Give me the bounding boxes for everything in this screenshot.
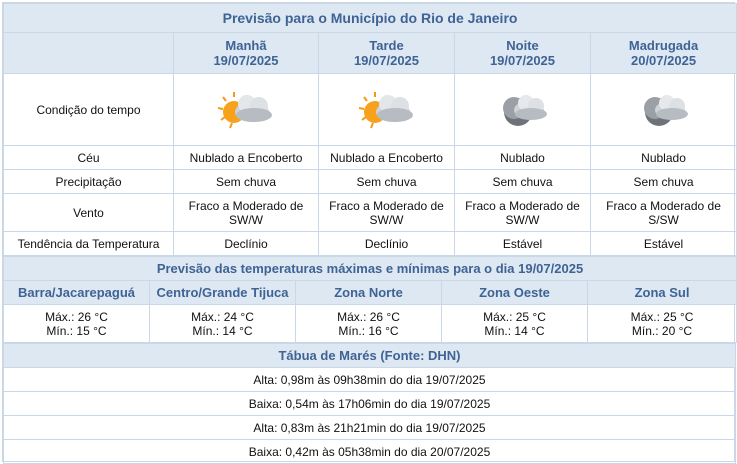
temp-max: Máx.: 25 °C bbox=[483, 309, 546, 324]
temp-min: Mín.: 15 °C bbox=[46, 323, 107, 338]
partly-cloudy-sun-icon bbox=[174, 74, 319, 146]
tendencia-value: Declínio bbox=[174, 232, 319, 256]
forecast-panel bbox=[2, 2, 735, 462]
period-date: 20/07/2025 bbox=[630, 53, 697, 68]
region-barra: Barra/Jacarepaguá bbox=[4, 281, 150, 305]
ceu-value: Nublado bbox=[591, 146, 737, 170]
precipitacao-value: Sem chuva bbox=[455, 170, 591, 194]
row-label-ceu: Céu bbox=[4, 146, 174, 170]
vento-value: Fraco a Moderado de SW/W bbox=[455, 194, 591, 232]
tendencia-value: Estável bbox=[591, 232, 737, 256]
row-label-vento: Vento bbox=[4, 194, 174, 232]
cloudy-moon-icon bbox=[591, 74, 737, 146]
temp-min: Mín.: 14 °C bbox=[192, 323, 253, 338]
precipitacao-value: Sem chuva bbox=[591, 170, 737, 194]
partly-cloudy-sun-icon bbox=[319, 74, 455, 146]
temp-min: Mín.: 20 °C bbox=[631, 323, 693, 338]
row-label-precipitacao: Precipitação bbox=[4, 170, 174, 194]
temp-max: Máx.: 24 °C bbox=[191, 309, 254, 324]
period-date: 19/07/2025 bbox=[489, 53, 556, 68]
period-date: 19/07/2025 bbox=[213, 53, 279, 68]
ceu-value: Nublado a Encoberto bbox=[319, 146, 455, 170]
period-name: Manhã bbox=[225, 38, 267, 53]
region-zona-sul: Zona Sul bbox=[588, 281, 737, 305]
page-title: Previsão para o Município do Rio de Janeiro bbox=[4, 4, 737, 33]
tides-title: Tábua de Marés (Fonte: DHN) bbox=[4, 344, 736, 368]
period-header-manha bbox=[174, 33, 319, 74]
period-name: Noite bbox=[506, 38, 539, 53]
temp-max: Máx.: 26 °C bbox=[45, 309, 108, 324]
precipitacao-value: Sem chuva bbox=[319, 170, 455, 194]
region-centro: Centro/Grande Tijuca bbox=[150, 281, 296, 305]
tendencia-value: Estável bbox=[455, 232, 591, 256]
tide-row: Alta: 0,98m às 09h38min do dia 19/07/2025 bbox=[4, 368, 736, 392]
corner-cell bbox=[4, 33, 174, 74]
vento-value: Fraco a Moderado de SW/W bbox=[174, 194, 319, 232]
region-zona-norte: Zona Norte bbox=[296, 281, 442, 305]
period-name: Madrugada bbox=[628, 38, 699, 53]
tendencia-value: Declínio bbox=[319, 232, 455, 256]
temp-min: Mín.: 14 °C bbox=[484, 323, 545, 338]
temperatures-title: Previsão das temperaturas máximas e mínimas para o dia 19/07/2025 bbox=[4, 257, 737, 281]
row-label-tendencia: Tendência da Temperatura bbox=[4, 232, 174, 256]
temp-min: Mín.: 16 °C bbox=[338, 323, 399, 338]
tide-row: Baixa: 0,42m às 05h38min do dia 20/07/2025 bbox=[4, 440, 736, 464]
temp-cell bbox=[442, 305, 588, 343]
row-label-condicao: Condição do tempo bbox=[4, 74, 174, 146]
temp-max: Máx.: 25 °C bbox=[630, 309, 694, 324]
vento-value: Fraco a Moderado de SW/W bbox=[319, 194, 455, 232]
temp-cell bbox=[296, 305, 442, 343]
period-name: Tarde bbox=[369, 38, 404, 53]
temp-cell bbox=[588, 305, 737, 343]
period-header-noite bbox=[455, 33, 591, 74]
tide-row: Alta: 0,83m às 21h21min do dia 19/07/2025 bbox=[4, 416, 736, 440]
temperatures-table bbox=[3, 256, 737, 343]
ceu-value: Nublado bbox=[455, 146, 591, 170]
forecast-table bbox=[3, 3, 737, 256]
temp-cell bbox=[150, 305, 296, 343]
temp-max: Máx.: 26 °C bbox=[337, 309, 400, 324]
region-zona-oeste: Zona Oeste bbox=[442, 281, 588, 305]
cloudy-moon-icon bbox=[455, 74, 591, 146]
vento-value: Fraco a Moderado de S/SW bbox=[591, 194, 737, 232]
precipitacao-value: Sem chuva bbox=[174, 170, 319, 194]
ceu-value: Nublado a Encoberto bbox=[174, 146, 319, 170]
temp-cell bbox=[4, 305, 150, 343]
period-date: 19/07/2025 bbox=[353, 53, 420, 68]
tides-table bbox=[3, 343, 736, 464]
period-header-madrugada bbox=[591, 33, 737, 74]
tide-row: Baixa: 0,54m às 17h06min do dia 19/07/2025 bbox=[4, 392, 736, 416]
period-header-tarde bbox=[319, 33, 455, 74]
